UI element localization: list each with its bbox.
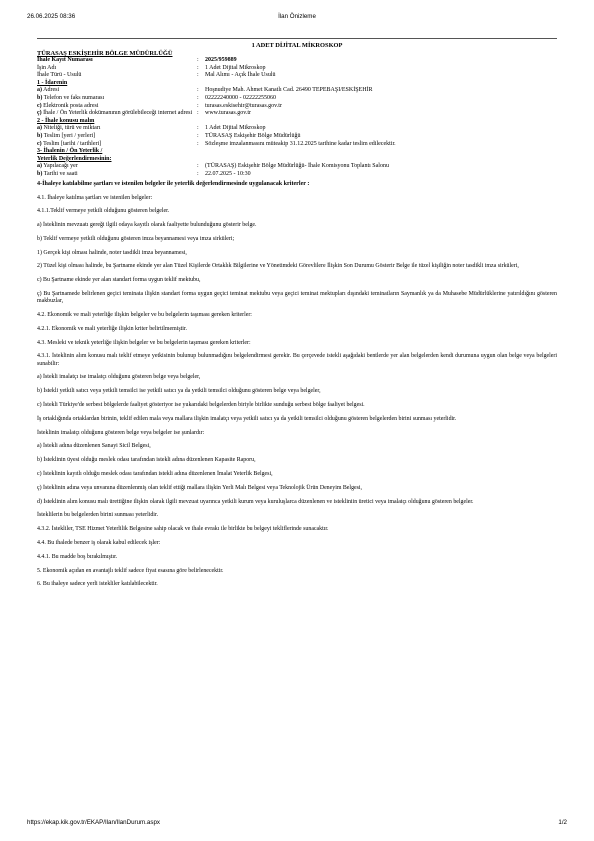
print-header (27, 13, 567, 23)
criteria-paragraph: c) Bu Şartname ekinde yer alan standart forma uygun teklif mektubu, (37, 277, 201, 284)
criteria-paragraph: 4.2. Ekonomik ve mali yeterliğe ilişkin belgeler ve bu belgelerin taşıması gereken kriterler: (37, 312, 252, 319)
criteria-paragraph: 4.3.1. İsteklinin alım konusu malı teklif etmeye yetkisinin bulunup bulunmadığını belgelendirmesi gerekir. Bu çerçevede istekli aşağıdaki bentlerde yer alan belgelerden kendi durumuna uygun olan belge veya belgeleri sunabilir: (37, 353, 557, 367)
info-value: turasas.eskisehir@turasas.gov.tr (205, 102, 282, 109)
section-heading: 2 - İhale konusu malın (37, 117, 95, 124)
print-date: 26.06.2025 08:36 (27, 13, 76, 20)
info-label (37, 141, 197, 149)
criteria-paragraph: a) İstekli adına düzenlenen Sanayi Sicil Belgesi, (37, 443, 151, 450)
info-row (37, 141, 557, 149)
info-label-text: Yapılacağı yer (43, 163, 78, 170)
info-value: 2025/959889 (205, 57, 237, 63)
info-label (37, 171, 197, 179)
info-row (37, 133, 557, 141)
criteria-paragraph: a) İsteklinin mevzuatı gereği ilgili odaya kayıtlı olarak faaliyette bulunduğunu gösterir belge. (37, 222, 257, 229)
section-heading-line: Yeterlik Değerlendirmesinin (37, 155, 110, 162)
authority-name: TÜRASAŞ ESKİŞEHİR BÖLGE MÜDÜRLÜĞÜ (37, 50, 173, 57)
info-value: (TÜRASAŞ) Eskişehir Bölge Müdürlüğü- İhale Komisyonu Toplantı Salonu (205, 163, 389, 170)
info-value: 22.07.2025 - 10:30 (205, 170, 251, 177)
info-label-text: İhale Türü - Usulü (37, 72, 82, 79)
info-label-text: Telefon ve faks numarası (43, 94, 105, 101)
info-prefix: ç) (37, 110, 42, 117)
info-label-text: İşin Adı (37, 64, 57, 71)
info-row (37, 110, 557, 118)
criteria-paragraph: İsteklilerin bu belgelerden birini sunması yeterlidir. (37, 512, 159, 519)
info-prefix: b) (37, 170, 43, 177)
info-colon: : (197, 170, 199, 177)
info-label (37, 87, 197, 95)
info-colon: : (197, 125, 199, 132)
header-rule (37, 38, 557, 39)
criteria-paragraph: 6. Bu ihaleye sadece yerli istekliler katılabilecektir. (37, 581, 158, 588)
info-prefix: b) (37, 132, 43, 139)
info-colon: : (197, 72, 199, 79)
info-label (37, 57, 197, 65)
info-label (37, 110, 197, 118)
info-row (37, 72, 557, 80)
section-row (37, 118, 557, 126)
criteria-paragraph: 4.2.1. Ekonomik ve mali yeterliğe ilişkin kriter belirtilmemiştir. (37, 325, 188, 332)
criteria-paragraph: ç) İsteklinin adına veya unvanına düzenlenmiş olan teklif ettiği mallara ilişkin Yerli Malı Belgesi veya Teknolojik Ürün Deneyim Belgesi, (37, 484, 363, 491)
info-label-text: İhale / Ön Yeterlik dokümanının görülebileceği internet adresi (43, 110, 193, 117)
criteria-paragraph: 4.3. Mesleki ve teknik yeterliğe ilişkin belgeler ve bu belgelerin taşıması gereken kriterler: (37, 339, 251, 346)
section-heading: 1 - İdarenin (37, 79, 68, 86)
info-prefix: a) (37, 87, 42, 94)
info-label (37, 95, 197, 103)
criteria-paragraph: İş ortaklığında ortaklardan birinin, teklif edilen mala veya mallara ilişkin imalatçı veya yetkili satıcı ya da yetkili temsilci olduğunu gösteren belgelerden birini sunması yeterlidir. (37, 415, 457, 422)
section-heading-line: 3- İhalenin / Ön Yeterlik / (37, 148, 103, 155)
criteria-paragraph: c) İstekli Türkiye'de serbest bölgelerde faaliyet gösteriyor ise yukarıdaki belgelerden biriyle birlikte sunduğu serbest bölge faaliyet belgesi. (37, 402, 365, 409)
section-heading (37, 148, 557, 163)
info-label-text: İhale Kayıt Numarası (37, 57, 93, 63)
info-colon: : (197, 64, 199, 71)
info-label-text: Teslim [tarihi / tarihleri] (43, 140, 102, 147)
info-colon: : (197, 140, 199, 147)
criteria-paragraph: 5. Ekonomik açıdan en avantajlı teklif sadece fiyat esasına göre belirlenecektir. (37, 567, 224, 574)
criteria-paragraph: İsteklinin imalatçı olduğunu gösteren belge veya belgeler ise şunlardır: (37, 429, 205, 436)
info-label-text: Adresi (43, 87, 60, 94)
criteria-paragraph: c) İsteklinin kayıtlı olduğu meslek odası tarafından istekli adına düzenlenen İmalat Yeterlik Belgesi, (37, 471, 273, 478)
info-row (37, 171, 557, 179)
tender-info-table (37, 57, 557, 179)
info-colon: : (197, 57, 199, 63)
info-label-text: Teslim [yeri / yerleri] (43, 132, 96, 139)
info-value: 1 Adet Dijital Mikroskop (205, 125, 266, 132)
document (37, 38, 557, 595)
info-prefix: a) (37, 163, 42, 170)
info-row (37, 163, 557, 171)
info-value: www.turasas.gov.tr (205, 110, 252, 117)
info-prefix: a) (37, 125, 42, 132)
info-value: 1 Adet Dijital Mikroskop (205, 64, 266, 71)
info-value: Mal Alımı - Açık İhale Usulü (205, 72, 276, 79)
info-row (37, 95, 557, 103)
info-colon: : (197, 110, 199, 117)
info-value: TÜRASAŞ Eskişehir Bölge Müdürlüğü (205, 132, 301, 139)
info-label (37, 133, 197, 141)
criteria-paragraph: 4.1. İhaleye katılma şartları ve istenilen belgeler: (37, 194, 153, 201)
criteria-paragraph: 4.4.1. Bu madde boş bırakılmıştır. (37, 553, 118, 560)
page-url-link[interactable]: https://ekap.kik.gov.tr/EKAP/Ilan/IlanDurum.aspx (27, 819, 160, 826)
page-number: 1/2 (558, 819, 567, 826)
info-row (37, 65, 557, 73)
criteria-paragraph: b) İstekli yetkili satıcı veya yetkili temsilci ise yetkili satıcı ya da yetkili temsilci olduğunu gösteren belge veya belgeler, (37, 388, 321, 395)
info-label-text: Elektronik posta adresi (43, 102, 99, 109)
criteria-paragraph: 1) Gerçek kişi olması halinde, noter tasdikli imza beyannamesi, (37, 249, 187, 256)
doc-title: 1 ADET DİJİTAL MİKROSKOP (251, 42, 343, 49)
criteria-paragraph: 4.1.1.Teklif vermeye yetkili olduğunu gösteren belgeler. (37, 208, 170, 215)
info-colon: : (197, 87, 199, 94)
info-colon: : (197, 102, 199, 109)
info-value: Hoşnudiye Mah. Ahmet Kanatlı Cad. 26490 TEPEBAŞI/ESKİŞEHİR (205, 87, 373, 94)
info-label (37, 125, 197, 133)
info-value: 02222240000 - 02222255060 (205, 94, 276, 101)
info-label (37, 72, 197, 80)
info-row (37, 125, 557, 133)
info-prefix: c) (37, 102, 42, 109)
criteria-paragraph: b) İsteklinin üyesi olduğu meslek odası tarafından istekli adına düzenlenen Kapasite Raporu, (37, 457, 256, 464)
section-heading-colon: : (109, 155, 112, 162)
info-colon: : (197, 94, 199, 101)
print-title: İlan Önizleme (278, 13, 316, 20)
info-colon: : (197, 163, 199, 170)
criteria-paragraph: 4.3.2. İstekliler, TSE Hizmet Yeterlilik Belgesine sahip olacak ve ihale evrakı ile birlikte bu belgeyi tekliflerinde sunacaktır. (37, 526, 329, 533)
info-prefix: b) (37, 94, 43, 101)
criteria-paragraph: a) İstekli imalatçı ise imalatçı olduğunu gösteren belge veya belgeler, (37, 374, 201, 381)
criteria-paragraphs (37, 195, 557, 589)
info-colon: : (197, 132, 199, 139)
criteria-paragraph: d) İsteklinin alım konusu malı ürettiğine ilişkin olarak ilgili mevzuat uyarınca yetkili kurum veya kuruluşlarca düzenlenen ve istekliniin üretici veya imalatçı olduğunu gösteren belgeler. (37, 498, 474, 505)
info-label-text: Niteliği, türü ve miktarı (43, 125, 101, 132)
criteria-paragraph: 2) Tüzel kişi olması halinde, bu Şartname ekinde yer alan Tüzel Kişilerde Ortaklık Bilgilerine ve Yönetimdeki Görevlilere İlişkin Son Durumu Gösterir Belge ile tüzel kişiliğin noter tasdikli imza sirküleri, (37, 263, 519, 270)
info-label-text: Tarihi ve saati (43, 170, 78, 177)
print-footer (27, 819, 567, 829)
section-row (37, 148, 557, 163)
info-row (37, 57, 557, 65)
criteria-paragraph: 4.4. Bu ihalede benzer iş olarak kabul edilecek işler: (37, 540, 161, 547)
criteria-paragraph: b) Teklif vermeye yetkili olduğunu gösteren imza beyannamesi veya imza sirküleri; (37, 235, 235, 242)
criteria-paragraph: ç) Bu Şartnamede belirlenen geçici teminata ilişkin standart forma uygun geçici teminat mektubu veya geçici teminat mektupları dışındaki teminatların Saymanlık ya da Muhasebe Müdürlüklerine yatırıldığını gösteren makbuzlar, (37, 291, 557, 305)
info-row (37, 87, 557, 95)
info-value: Sözleşme imzalanmasını müteakip 31.12.2025 tarihine kadar teslim edilecektir. (205, 140, 396, 147)
info-label (37, 163, 197, 171)
info-prefix: c) (37, 140, 42, 147)
criteria-heading: 4-İhaleye katılabilme şartları ve istenilen belgeler ile yeterlik değerlendirmesinde uygulanacak kriterler : (37, 180, 310, 187)
